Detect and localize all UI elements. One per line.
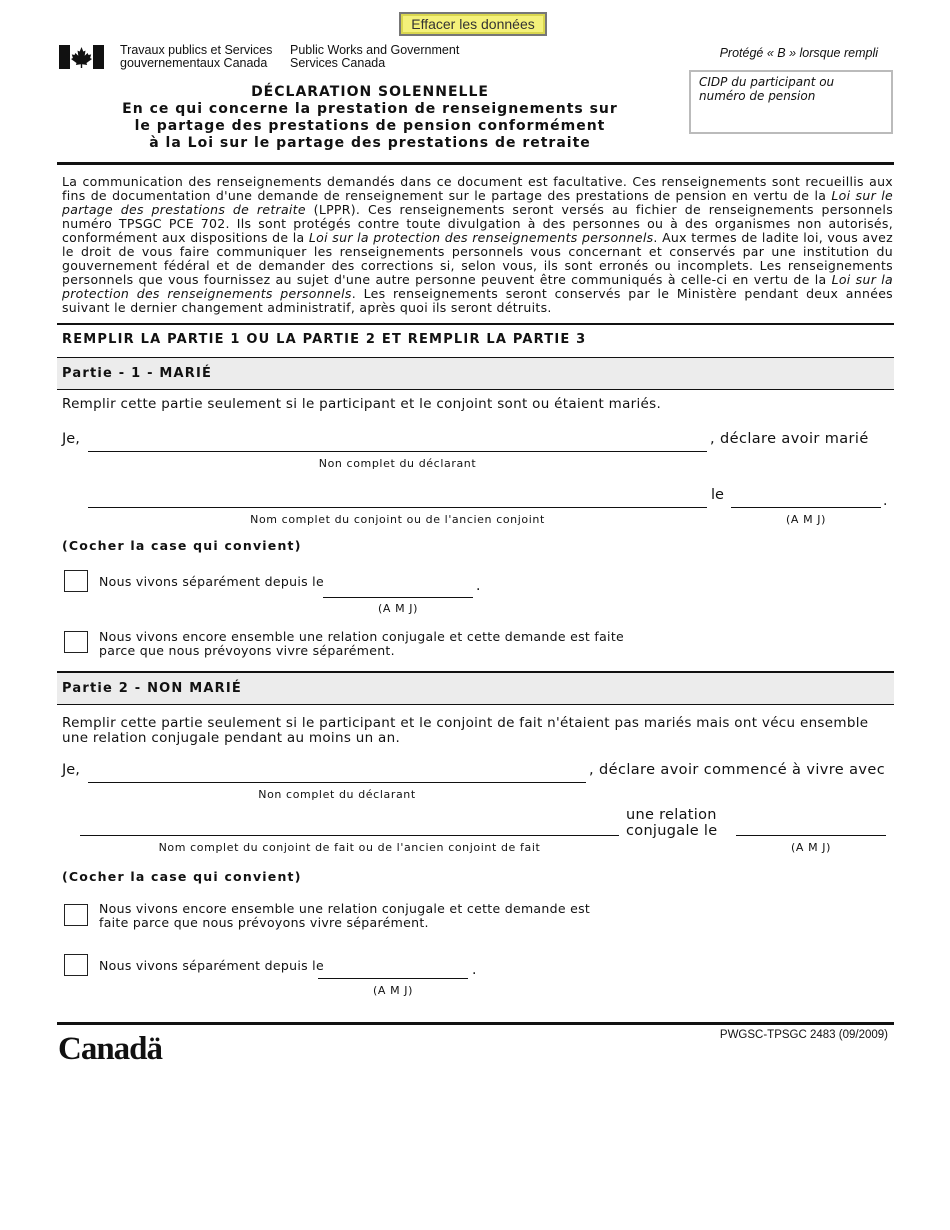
part2-separated-date-input[interactable]: [318, 978, 468, 979]
canada-flag-icon: [59, 45, 104, 69]
part2-declarant-name-input[interactable]: [88, 782, 586, 783]
part1-separated-date-caption: (A M J): [377, 602, 419, 615]
part1-separated-label: Nous vivons séparément depuis le: [99, 574, 324, 589]
part2-declare-label: , déclare avoir commencé à vivre avec: [589, 762, 886, 778]
part2-declarant-caption: Non complet du déclarant: [258, 788, 416, 801]
part1-together-checkbox[interactable]: [64, 631, 88, 653]
form-title: DÉCLARATION SOLENNELLE En ce qui concerne la prestation de renseignements sur le partage des prestations de pension conformément à la Loi sur le partage des prestations de retraite: [122, 84, 618, 151]
part2-separated-label: Nous vivons séparément depuis le: [99, 958, 324, 973]
part1-marriage-date-input[interactable]: [731, 507, 881, 508]
part1-declare-label: , déclare avoir marié: [710, 431, 869, 447]
part1-date-caption: (A M J): [785, 513, 827, 526]
part1-check-instruction: (Cocher la case qui convient): [62, 538, 302, 553]
part1-spouse-caption: Nom complet du conjoint ou de l'ancien conjoint: [250, 513, 545, 526]
form-number: PWGSC-TPSGC 2483 (09/2009): [719, 1029, 888, 1041]
divider: [57, 162, 894, 165]
part2-spouse-name-input[interactable]: [80, 835, 619, 836]
part2-header: [57, 671, 894, 705]
protected-label: Protégé « B » lorsque rempli: [719, 46, 878, 60]
part1-separated-date-input[interactable]: [323, 597, 473, 598]
department-name-en: Public Works and Government Services Canada: [290, 43, 460, 70]
period: .: [883, 493, 888, 509]
part2-together-checkbox[interactable]: [64, 904, 88, 926]
part1-header: [57, 357, 894, 390]
period: .: [476, 578, 481, 594]
divider: [57, 1022, 894, 1025]
part2-relation-date-input[interactable]: [736, 835, 886, 836]
period: .: [472, 962, 477, 978]
part1-le-label: le: [711, 487, 724, 503]
part2-separated-checkbox[interactable]: [64, 954, 88, 976]
fill-instruction: REMPLIR LA PARTIE 1 OU LA PARTIE 2 ET REMPLIR LA PARTIE 3: [62, 332, 587, 347]
part1-together-label: Nous vivons encore ensemble une relation conjugale et cette demande est faite parce que nous prévoyons vivre séparément.: [99, 629, 625, 658]
part2-date-caption: (A M J): [790, 841, 832, 854]
part2-relation-label: une relation conjugale le: [626, 807, 718, 839]
part2-heading: Partie 2 - NON MARIÉ: [62, 681, 242, 696]
part2-intro: Remplir cette partie seulement si le participant et le conjoint de fait n'étaient pas mariés mais ont vécu ensemble une relation conjugale pendant au moins un an.: [62, 715, 869, 746]
divider: [57, 323, 894, 325]
part1-spouse-name-input[interactable]: [88, 507, 707, 508]
department-name-fr: Travaux publics et Services gouvernementaux Canada: [120, 43, 273, 70]
part1-separated-checkbox[interactable]: [64, 570, 88, 592]
part2-together-label: Nous vivons encore ensemble une relation conjugale et cette demande est faite parce que nous prévoyons vivre séparément.: [99, 901, 591, 930]
part1-declarant-name-input[interactable]: [88, 451, 707, 452]
clear-data-button[interactable]: Effacer les données: [399, 12, 547, 36]
cidp-field[interactable]: [689, 70, 893, 134]
part2-check-instruction: (Cocher la case qui convient): [62, 869, 302, 884]
part1-declarant-caption: Non complet du déclarant: [318, 457, 477, 470]
part2-je-label: Je,: [62, 762, 80, 778]
part1-je-label: Je,: [62, 431, 80, 447]
canada-wordmark: Canadä: [58, 1031, 163, 1067]
part2-separated-date-caption: (A M J): [372, 984, 414, 997]
part2-spouse-caption: Nom complet du conjoint de fait ou de l'ancien conjoint de fait: [158, 841, 541, 854]
part1-intro: Remplir cette partie seulement si le participant et le conjoint sont ou étaient mariés.: [62, 396, 662, 412]
cidp-label: CIDP du participant ou numéro de pension: [699, 75, 835, 103]
privacy-notice: La communication des renseignements demandés dans ce document est facultative. Ces renseignements sont recueillis aux fins de documentation d'une demande de renseignement sur le partage des prestations de pension en vertu de la Loi sur le partage des prestations de retraite (LPPR). Ces renseignements seront versés au fichier de renseignements personnels numéro TPSGC PCE 702. Ils sont protégés contre toute divulgation à des personnes ou à des organismes non autorisés, conformément aux dispositions de la Loi sur la protection des renseignements personnels. Aux termes de ladite loi, vous avez le droit de vous faire communiquer les renseignements personnels vous concernant et conservés par une institution du gouvernement fédéral et de demander des corrections si, selon vous, ils sont erronés ou incomplets. Les renseignements personnels que vous fournissez au sujet d'une autre personne peuvent être communiqués à celle-ci en vertu de la Loi sur la protection des renseignements personnels. Les renseignements seront conservés par le Ministère pendant deux années suivant le dernier changement administratif, après quoi ils seront détruits.: [62, 174, 894, 315]
part1-heading: Partie - 1 - MARIÉ: [62, 366, 213, 381]
